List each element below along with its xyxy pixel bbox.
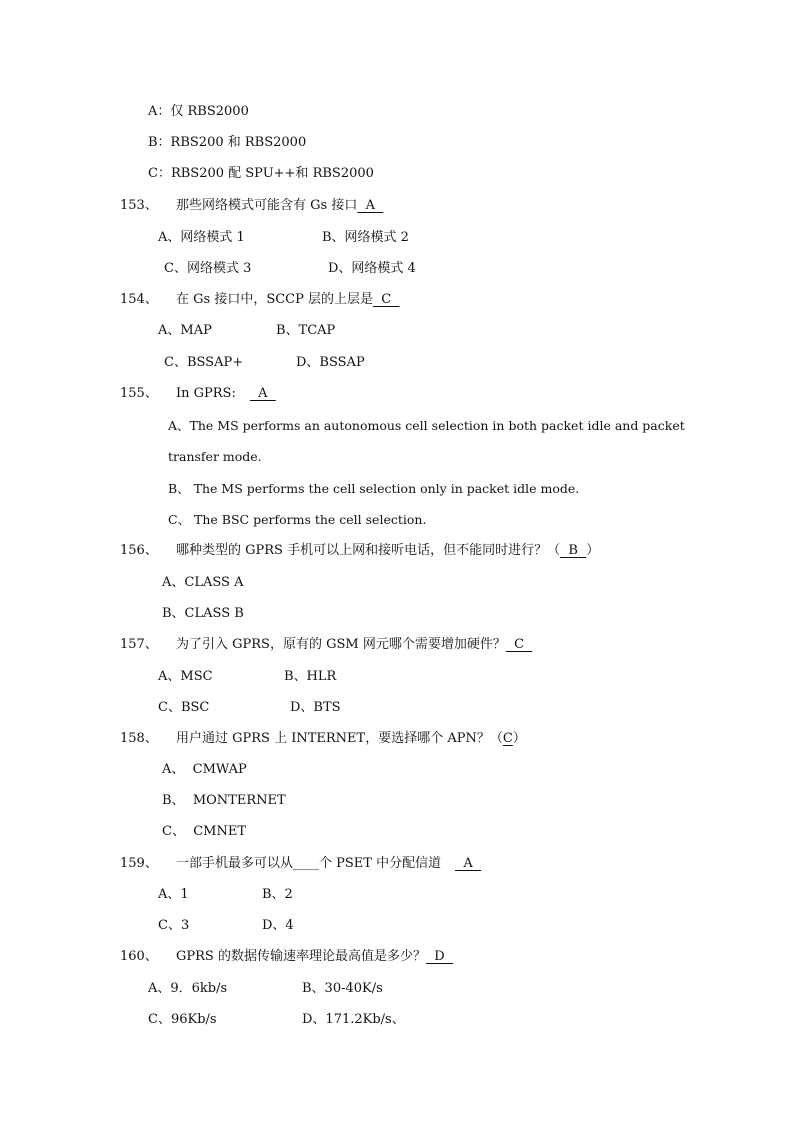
q152-option-b: B：RBS200 和 RBS2000	[148, 135, 307, 150]
q153-option-b: B、网络模式 2	[322, 230, 409, 245]
q154-number: 154、	[120, 292, 158, 307]
q155-option-a: A、The MS performs an autonomous cell selection in both packet idle and packet	[168, 418, 685, 433]
q159-option-b: B、2	[262, 887, 293, 902]
q152-option-a: A：仅 RBS2000	[148, 104, 249, 119]
q153-option-c: C、网络模式 3	[164, 261, 252, 276]
q160-number: 160、	[120, 949, 158, 964]
q157-option-c: C、BSC	[158, 700, 210, 715]
q156-stem-end: ）	[586, 543, 600, 558]
q159-option-a: A、1	[158, 887, 189, 902]
q160-option-a: A、9．6kb/s	[148, 981, 228, 996]
q157-stem: 为了引入 GPRS，原有的 GSM 网元哪个需要增加硬件？	[176, 637, 506, 652]
q155-stem-line	[176, 386, 276, 402]
q158-answer: C	[502, 731, 513, 746]
q158-option-a: A、 CMWAP	[162, 762, 247, 777]
q154-stem: 在 Gs 接口中，SCCP 层的上层是	[176, 292, 373, 307]
q157-answer: C	[505, 637, 533, 652]
q155-answer: A	[249, 386, 276, 401]
q156-number: 156、	[120, 543, 158, 558]
q158-option-b: B、 MONTERNET	[162, 793, 286, 808]
q157-number: 157、	[120, 637, 158, 652]
q158-stem-line	[176, 731, 526, 747]
q156-stem: 哪种类型的 GPRS 手机可以上网和接听电话，但不能同时进行？（	[176, 543, 561, 558]
q156-stem-line	[176, 543, 599, 559]
q157-option-b: B、HLR	[284, 669, 337, 684]
q160-stem: GPRS 的数据传输速率理论最高值是多少？	[176, 949, 426, 964]
q153-option-d: D、网络模式 4	[328, 261, 416, 276]
q157-stem-line	[176, 637, 532, 653]
q154-answer: C	[373, 292, 400, 307]
q152-option-c: C：RBS200 配 SPU++和 RBS2000	[148, 166, 374, 181]
q155-option-b: B、 The MS performs the cell selection only in packet idle mode.	[168, 481, 580, 496]
q155-option-c: C、 The BSC performs the cell selection.	[168, 512, 427, 527]
q159-option-d: D、4	[262, 918, 294, 933]
q157-option-a: A、MSC	[158, 669, 213, 684]
q157-option-d: D、BTS	[290, 700, 341, 715]
q159-number: 159、	[120, 856, 158, 871]
q156-option-a: A、CLASS A	[162, 575, 244, 590]
q158-option-c: C、 CMNET	[162, 824, 247, 839]
q154-option-d: D、BSSAP	[296, 355, 365, 370]
q153-answer: A	[357, 198, 384, 213]
q155-option-a-cont: transfer mode.	[168, 449, 262, 464]
q153-option-a: A、网络模式 1	[158, 230, 245, 245]
q154-option-b: B、TCAP	[276, 323, 336, 338]
q159-answer: A	[455, 856, 482, 871]
q159-stem: 一部手机最多可以从____个 PSET 中分配信道	[176, 856, 442, 871]
q154-stem-line	[176, 292, 399, 308]
q158-stem-end: ）	[512, 731, 526, 746]
q154-option-c: C、BSSAP+	[164, 355, 244, 370]
q160-answer: D	[425, 949, 453, 964]
q158-stem: 用户通过 GPRS 上 INTERNET，要选择哪个 APN？（	[176, 731, 503, 746]
q156-answer: B	[560, 543, 587, 558]
q155-stem: In GPRS:	[176, 386, 236, 401]
q160-option-b: B、30-40K/s	[302, 981, 383, 996]
q160-option-d: D、171.2Kb/s、	[302, 1012, 405, 1027]
q154-option-a: A、MAP	[158, 323, 212, 338]
q160-stem-line	[176, 949, 453, 965]
q156-option-b: B、CLASS B	[162, 606, 244, 621]
q153-stem: 那些网络模式可能含有 Gs 接口	[176, 198, 358, 213]
q153-stem-line	[176, 198, 383, 214]
q153-number: 153、	[120, 198, 158, 213]
q160-option-c: C、96Kb/s	[148, 1012, 217, 1027]
q159-stem-line	[176, 856, 481, 872]
q155-number: 155、	[120, 386, 158, 401]
q159-option-c: C、3	[158, 918, 190, 933]
q158-number: 158、	[120, 731, 158, 746]
